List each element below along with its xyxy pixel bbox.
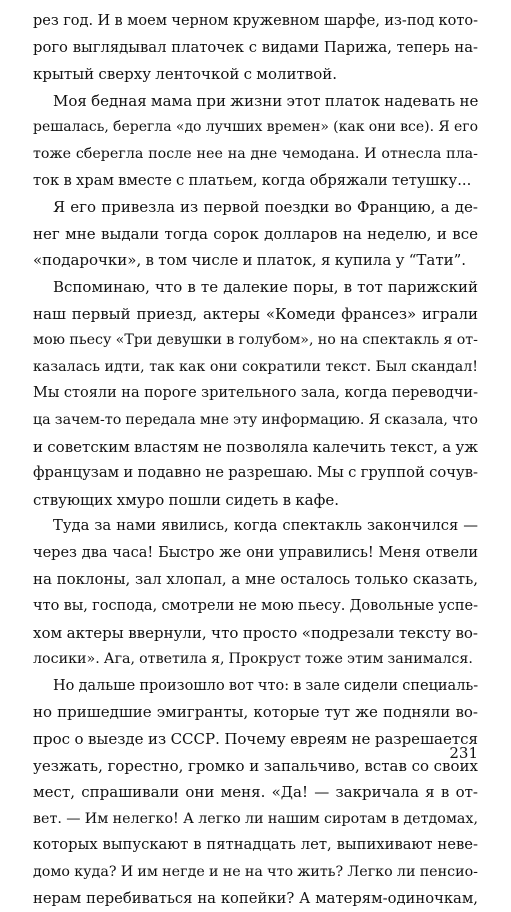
text-line: рез год. И в моем черном кружевном шарфе, из-под кото- xyxy=(33,13,478,29)
text-line: мою пьесу «Три девушки в голубом», но на спектакль я от- xyxy=(33,332,478,349)
text-line: решалась, берегла «до лучших времен» (как они все). Я его xyxy=(33,119,478,136)
text-line: мест, спрашивали они меня. «Да! — закричала я в от- xyxy=(33,783,478,802)
text-line: хом актеры ввернули, что просто «подрезали тексту во- xyxy=(33,623,478,642)
page-number: 231 xyxy=(449,744,478,762)
text-line: домо куда? И им негде и не на что жить? Легко ли пенсио- xyxy=(33,864,478,880)
text-line: вет. — Им нелегко! А легко ли нашим сиротам в детдомах, xyxy=(33,810,478,827)
text-line: которых выпускают в пятнадцать лет, выпихивают неве- xyxy=(33,836,478,854)
text-line: рого выглядывал платочек с видами Парижа, теперь на- xyxy=(33,38,478,56)
body-text xyxy=(33,8,478,912)
text-line: Я его привезла из первой поездки во Францию, а де- xyxy=(53,198,478,217)
text-line: нег мне выдали тогда сорок долларов на неделю, и все xyxy=(33,224,478,243)
text-line: Но дальше произошло вот что: в зале сидели специаль- xyxy=(53,677,479,694)
text-line: что вы, господа, смотрели не мою пьесу. Довольные успе- xyxy=(33,598,478,615)
text-line: на поклоны, зал хлопал, а мне осталось только сказать, xyxy=(33,570,478,589)
text-line: нерам перебиваться на копейки? А матерям-одиночкам, xyxy=(33,889,478,907)
text-line: казалась идти, так как они сократили текст. Был скандал! xyxy=(33,358,478,375)
text-line: ствующих хмуро пошли сидеть в кафе. xyxy=(33,490,339,509)
text-line: ток в храм вместе с платьем, когда обряжали тетушку... xyxy=(33,171,472,189)
text-line: тоже сберегла после нее на дне чемодана. И отнесла пла- xyxy=(33,145,478,162)
text-line: французам и подавно не разрешаю. Мы с группой сочув- xyxy=(33,464,478,482)
text-line: и советским властям не позволяла калечить текст, а уж xyxy=(33,437,479,456)
text-line: Моя бедная мама при жизни этот платок надевать не xyxy=(53,91,479,110)
text-line: но пришедшие эмигранты, которые тут же подняли во- xyxy=(33,703,478,722)
text-line: Туда за нами явились, когда спектакль закончился — xyxy=(53,517,478,535)
text-line: Мы стояли на пороге зрительного зала, когда переводчи- xyxy=(33,385,478,402)
text-line: лосики». Ага, ответила я, Прокруст тоже этим занимался. xyxy=(33,651,473,668)
text-line: ца зачем-то передала мне эту информацию. Я сказала, что xyxy=(33,411,478,428)
text-line: наш первый приезд, актеры «Комеди франсез» играли xyxy=(33,304,478,323)
text-line: крытый сверху ленточкой с молитвой. xyxy=(33,65,338,84)
text-line: уезжать, горестно, громко и запальчиво, встав со своих xyxy=(33,756,478,775)
text-line: Вспоминаю, что в те далекие поры, в тот парижский xyxy=(53,277,478,296)
text-line: «подарочки», в том числе и платок, я купила у “Тати”. xyxy=(33,251,467,270)
text-line: через два часа! Быстро же они управились! Меня отвели xyxy=(33,544,478,561)
text-line: прос о выезде из СССР. Почему евреям не разрешается xyxy=(33,730,478,749)
